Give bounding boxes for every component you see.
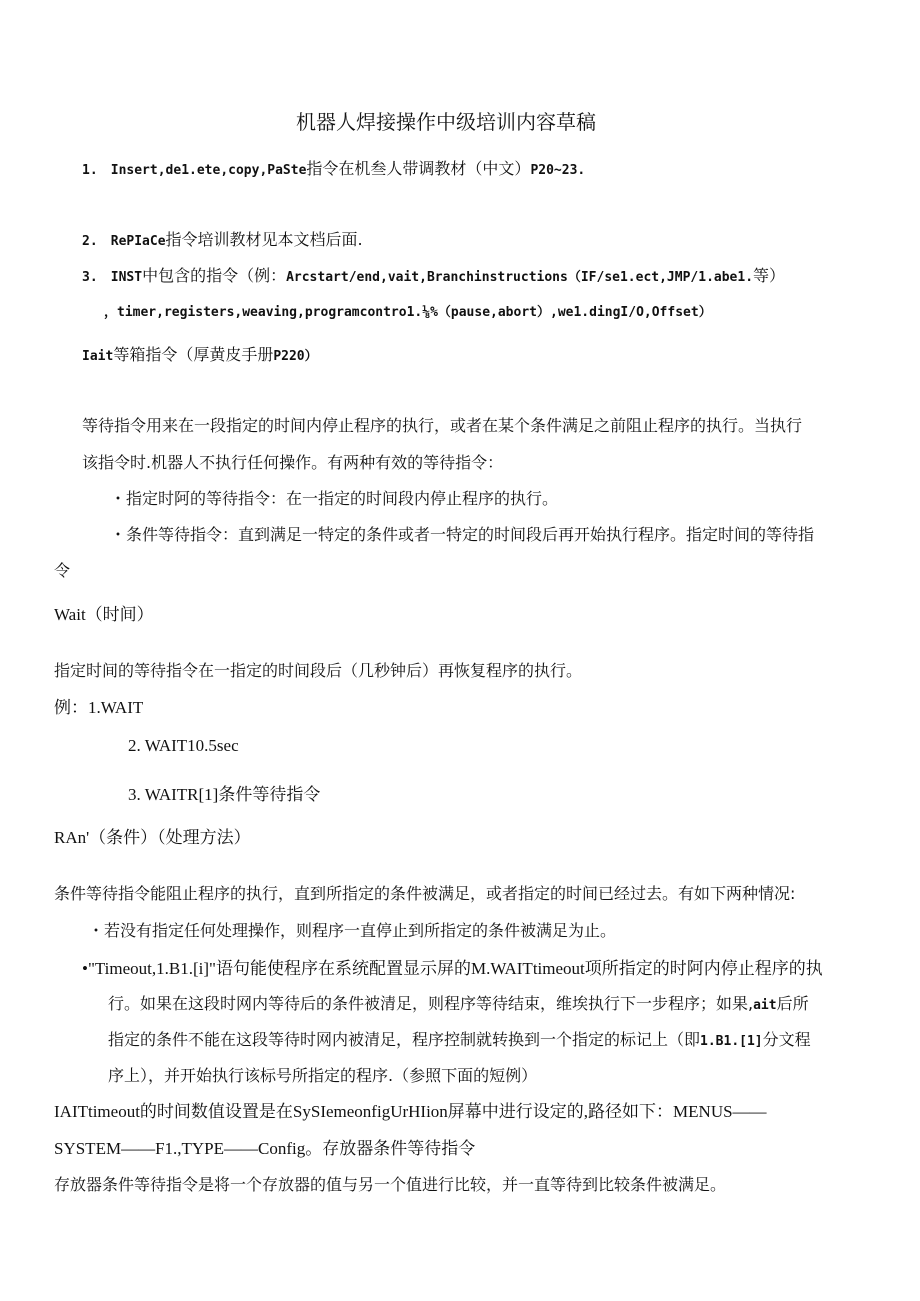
inline-code: Iait (82, 349, 114, 364)
page-title: 机器人焊接操作中级培训内容草稿 (296, 110, 596, 134)
text-span: 分文程 (762, 1030, 811, 1049)
item-number: 3. (82, 270, 98, 285)
heading-text: 等箱指令（厚黄皮手册 (113, 345, 274, 364)
example-3: 3. WAITR[1]条件等待指令 (128, 785, 321, 804)
paragraph-3: 条件等待指令能阻止程序的执行，直到所指定的条件被满足，或者指定的时间已经过去。有如下两种情况: (54, 884, 796, 903)
paragraph-1-line-2: 该指令时.机器人不执行任何操作。有两种有效的等待指令： (82, 453, 504, 472)
bullet-timeout-line-2 (108, 993, 809, 1017)
item-text: 指令在机叁人带调教材（中文） (306, 159, 531, 178)
item-number: 1. (82, 163, 98, 178)
example-2: 2. WAIT10.5sec (128, 736, 239, 755)
ran-syntax: RAn'（条件）（处理方法） (54, 828, 251, 847)
inline-code: Insert,de1.ete,copy,PaSte (110, 163, 307, 178)
bullet-timeout-line-3 (108, 1029, 811, 1053)
inline-code: Arcstart/end,vait,Branchinstructions（IF/se1.ect,JMP/1.abe1. (286, 270, 754, 285)
list-item-2 (82, 229, 363, 253)
item-text: 中包含的指令（例： (142, 266, 287, 285)
inline-code: ait (753, 998, 777, 1013)
bullet-no-action: ・若没有指定任何处理操作，则程序一直停止到所指定的条件被满足为止。 (88, 921, 617, 940)
inline-code: INST (110, 270, 143, 285)
inline-code: P220） (273, 349, 318, 364)
bullet-conditional-wait-line-1: ・条件等待指令：直到满足一特定的条件或者一特定的时间段后再开始执行程序。指定时间的等待指 (110, 525, 815, 544)
wait-heading (82, 344, 318, 368)
inline-code: RePIaCe (110, 234, 166, 249)
bullet-timeout-line-1: •"Timeout,1.B1.[i]"语句能使程序在系统配置显示屏的M.WAITtimeout项所指定的时阿内停止程序的执 (82, 959, 823, 978)
list-item-3-continued: ，timer,registers,weaving,programcontro1.⅛%（pause,abort）,we1.dingI/O,Offset） (104, 305, 712, 320)
paragraph-5: 存放器条件等待指令是将一个存放器的值与另一个值进行比较，并一直等待到比较条件被满足。 (54, 1175, 727, 1194)
item-text: 指令培训教材见本文档后面. (165, 230, 363, 249)
paragraph-2: 指定时间的等待指令在一指定的时间段后（几秒钟后）再恢复程序的执行。 (54, 661, 583, 680)
text-span: 后所 (776, 994, 809, 1013)
example-1: 例：1.WAIT (54, 698, 144, 717)
inline-code: 1.B1.[1] (700, 1034, 763, 1049)
text-span: 指定的条件不能在这段等待时网内被清足，程序控制就转换到一个指定的标记上（即 (108, 1030, 701, 1049)
item-text: 等） (753, 266, 786, 285)
list-item-1 (82, 158, 585, 182)
paragraph-4-line-1: IAITtimeout的时间数值设置是在SySIemeonfigUrHIion屏幕中进行设定的,路径如下：MENUS—— (54, 1102, 767, 1121)
wait-time-syntax: Wait（时间） (54, 605, 154, 624)
bullet-conditional-wait-line-2: 令 (54, 561, 71, 580)
item-number: 2. (82, 234, 98, 249)
paragraph-4-line-2: SYSTEM——F1.,TYPE——Config。存放器条件等待指令 (54, 1139, 476, 1158)
bullet-timeout-line-4: 序上），并开始执行该标号所指定的程序.（参照下面的短例） (108, 1066, 538, 1085)
list-item-3 (82, 265, 785, 289)
bullet-timed-wait: ・指定时阿的等待指令：在一指定的时间段内停止程序的执行。 (110, 489, 559, 508)
text-span: 行。如果在这段时网内等待后的条件被清足，则程序等待结束，维埃执行下一步程序；如果, (108, 994, 754, 1013)
paragraph-1-line-1: 等待指令用来在一段指定的时间内停止程序的执行，或者在某个条件满足之前阻止程序的执行。当执行 (82, 416, 803, 435)
inline-code: P20~23. (530, 163, 586, 178)
